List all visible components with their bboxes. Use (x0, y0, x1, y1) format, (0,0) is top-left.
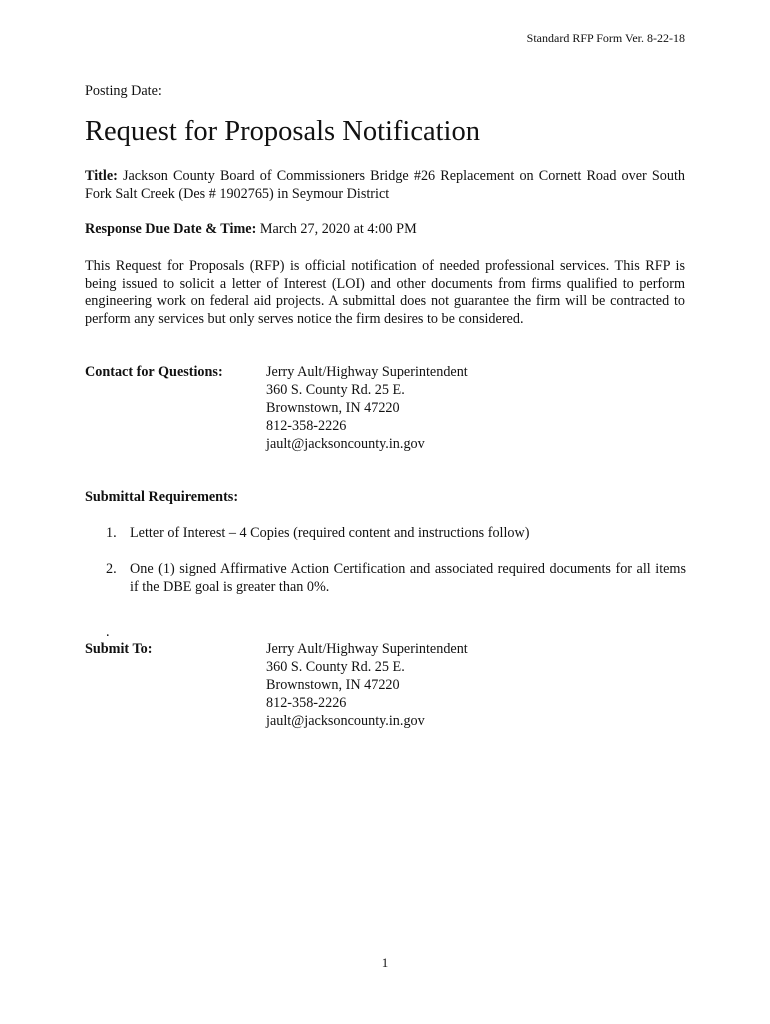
list-item: One (1) signed Affirmative Action Certification and associated required documents for all items if the DBE goal is greater than 0%. (130, 561, 686, 595)
submit-city: Brownstown, IN 47220 (266, 677, 400, 693)
submit-street: 360 S. County Rd. 25 E. (266, 659, 405, 675)
posting-date-label: Posting Date: (85, 83, 162, 99)
submit-email: jault@jacksoncounty.in.gov (266, 713, 425, 729)
contact-phone: 812-358-2226 (266, 418, 347, 434)
list-item-number: 1. (106, 525, 117, 541)
contact-street: 360 S. County Rd. 25 E. (266, 382, 405, 398)
submit-to-address (266, 641, 686, 731)
intro-paragraph: This Request for Proposals (RFP) is official notification of needed professional services. This RFP is being issued to solicit a letter of Interest (LOI) and other documents from firms qualified to perform engineering work on federal aid projects. A submittal does not guarantee the firm will be contracted to perform any services but only serves notice the firm desires to be considered. (85, 258, 685, 327)
list-item: Letter of Interest – 4 Copies (required content and instructions follow) (130, 525, 530, 541)
form-version: Standard RFP Form Ver. 8-22-18 (526, 31, 685, 45)
page-title: Request for Proposals Notification (85, 116, 480, 147)
title-label: Title: (85, 168, 118, 184)
submit-to-label: Submit To: (85, 641, 153, 657)
submit-phone: 812-358-2226 (266, 695, 347, 711)
title-text: Jackson County Board of Commissioners Bridge #26 Replacement on Cornett Road over South Fork Salt Creek (Des # 1902765) in Seymour District (85, 168, 686, 202)
contact-label: Contact for Questions: (85, 364, 223, 380)
submit-name: Jerry Ault/Highway Superintendent (266, 641, 468, 657)
contact-address (266, 364, 686, 454)
submittal-label: Submittal Requirements: (85, 489, 239, 505)
response-due (85, 221, 685, 239)
contact-email: jault@jacksoncounty.in.gov (266, 436, 425, 452)
contact-name: Jerry Ault/Highway Superintendent (266, 364, 468, 380)
due-text: March 27, 2020 at 4:00 PM (259, 221, 417, 237)
stray-mark: . (106, 624, 110, 640)
due-label: Response Due Date & Time: (85, 221, 257, 237)
contact-city: Brownstown, IN 47220 (266, 400, 400, 416)
project-title (85, 168, 685, 203)
page-number: 1 (381, 955, 389, 970)
list-item-number: 2. (106, 561, 117, 577)
